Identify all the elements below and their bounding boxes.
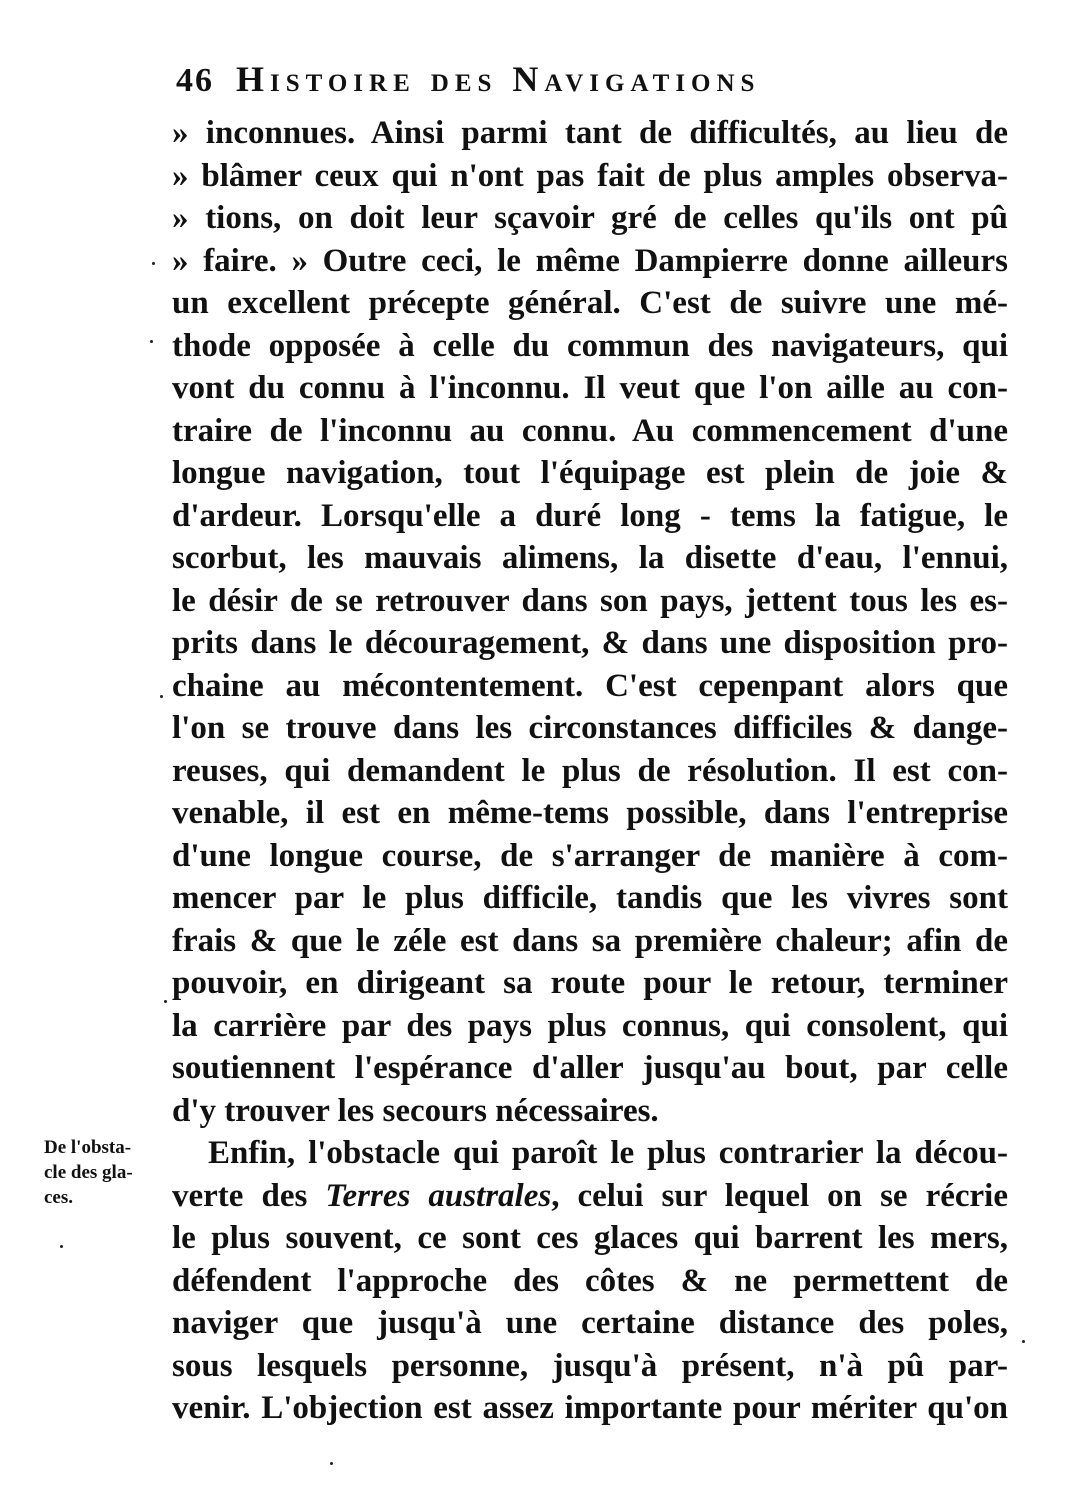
text-line: le désir de se retrouver dans son pays, jettent tous les es- — [172, 582, 1008, 619]
text-line: » blâmer ceux qui n'ont pas fait de plus amples observa- — [172, 157, 1008, 194]
margin-note-line: De l'obsta- — [44, 1137, 132, 1158]
text-line: le plus souvent, ce sont ces glaces qui barrent les mers, — [172, 1220, 1008, 1256]
margin-note — [44, 1135, 174, 1210]
ink-speck — [330, 1462, 333, 1465]
text-line: l'on se trouve dans les circonstances difficiles & dange- — [172, 710, 1008, 746]
body-text — [172, 112, 1008, 1430]
text-line: d'une longue course, de s'arranger de manière à com- — [172, 837, 1008, 874]
text-line: longue navigation, tout l'équipage est plein de joie & — [172, 455, 1008, 491]
text-line: soutiennent l'espérance d'aller jusqu'au bout, par celle — [172, 1050, 1008, 1086]
text-line: d'y trouver les secours nécessaires. — [172, 1092, 659, 1129]
text-line: chaine au mécontentement. C'est cepenpant alors que — [172, 667, 1008, 704]
ink-speck — [164, 1000, 167, 1003]
text-line: » faire. » Outre ceci, le même Dampierre donne ailleurs — [172, 242, 1008, 279]
text-line: sous lesquels personne, jusqu'à présent, n'à pû par- — [172, 1347, 1008, 1384]
text-line: d'ardeur. Lorsqu'elle a duré long - tems la fatigue, le — [172, 497, 1008, 534]
ink-speck — [60, 1245, 63, 1248]
text-line: prits dans le découragement, & dans une disposition pro- — [172, 625, 1008, 661]
text-line: venable, il est en même-tems possible, dans l'entreprise — [172, 795, 1008, 831]
text-line: frais & que le zéle est dans sa première chaleur; afin de — [172, 922, 1008, 959]
running-title: Histoire des Navigations — [236, 59, 761, 99]
margin-note-line: ces. — [44, 1187, 74, 1208]
text-line: un excellent précepte général. C'est de suivre une mé- — [172, 285, 1008, 321]
text-line: naviger que jusqu'à une certaine distance des poles, — [172, 1305, 1008, 1341]
text-line: mencer par le plus difficile, tandis que les vivres sont — [172, 880, 1008, 916]
text-line: la carrière par des pays plus connus, qui consolent, qui — [172, 1007, 1008, 1044]
text-line: pouvoir, en dirigeant sa route pour le retour, terminer — [172, 965, 1008, 1001]
text-line: » inconnues. Ainsi parmi tant de difficultés, au lieu de — [172, 115, 1008, 151]
text-line: vont du connu à l'inconnu. Il veut que l'on aille au con- — [172, 370, 1008, 406]
ink-speck — [152, 262, 155, 265]
text-line: » tions, on doit leur sçavoir gré de celles qu'ils ont pû — [172, 200, 1008, 236]
margin-note-line: cle des gla- — [44, 1162, 133, 1183]
ink-speck — [1022, 1340, 1025, 1343]
ink-speck — [150, 340, 153, 343]
text-line: scorbut, les mauvais alimens, la disette d'eau, l'ennui, — [172, 540, 1008, 576]
running-head — [176, 58, 936, 118]
text-line: thode opposée à celle du commun des navigateurs, qui — [172, 327, 1008, 364]
text-line: venir. L'objection est assez importante pour mériter qu'on — [172, 1390, 1008, 1426]
text-line: traire de l'inconnu au connu. Au commencement d'une — [172, 412, 1008, 449]
italic-phrase: Terres australes — [325, 1177, 552, 1214]
page-number: 46 — [176, 62, 214, 99]
ink-speck — [160, 695, 163, 698]
text-line-with-italic: verte des Terres australes, celui sur lequel on se récrie — [172, 1177, 1008, 1214]
text-line: reuses, qui demandent le plus de résolution. Il est con- — [172, 752, 1008, 789]
text-line: Enfin, l'obstacle qui paroît le plus contrarier la décou- — [208, 1135, 1008, 1171]
text-line: défendent l'approche des côtes & ne permettent de — [172, 1262, 1008, 1299]
